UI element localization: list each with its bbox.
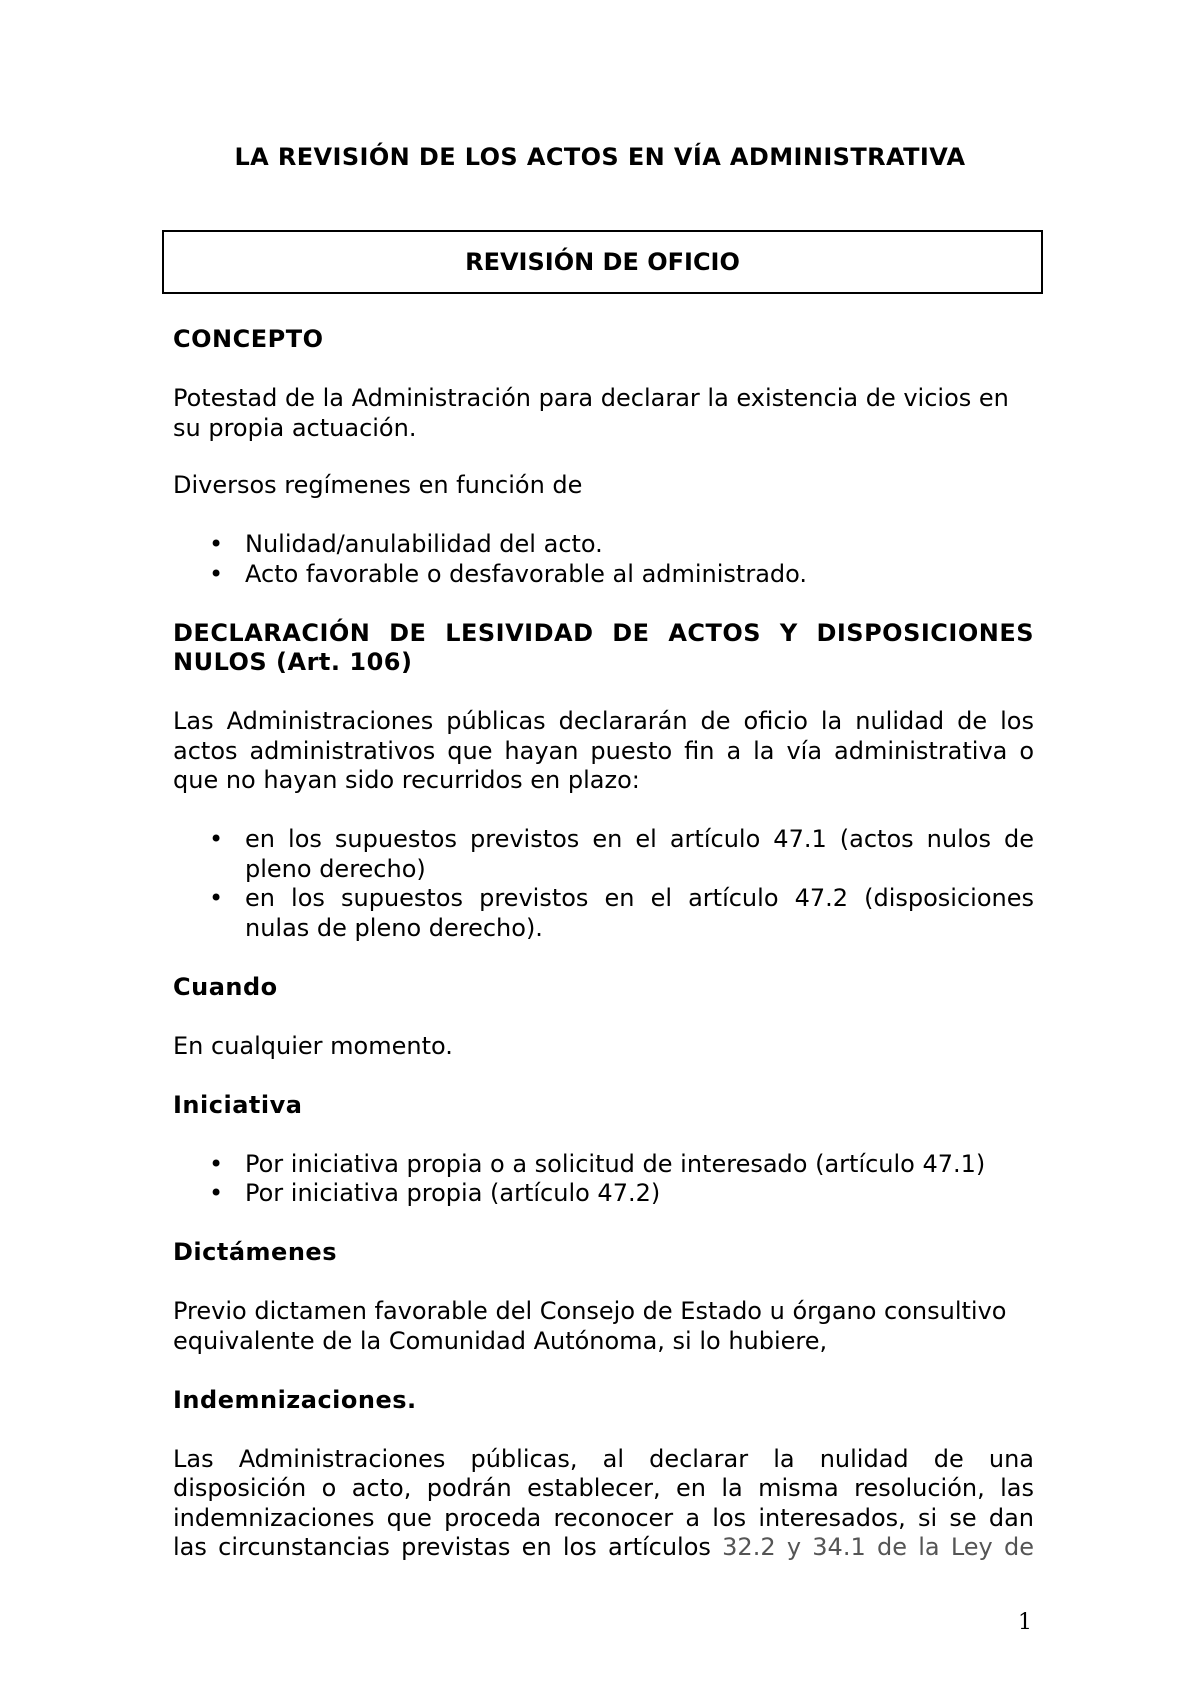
bullet-icon: • — [209, 530, 224, 558]
heading-declaracion: DECLARACIÓN DE LESIVIDAD DE ACTOS Y DISPOSICIONES NULOS (Art. 106) — [173, 618, 1034, 676]
paragraph-cuando: En cualquier momento. — [173, 1031, 453, 1060]
bullet-icon: • — [209, 559, 224, 588]
bullet-icon: • — [209, 825, 224, 853]
paragraph-regimenes: Diversos regímenes en función de — [173, 471, 583, 499]
document-title: LA REVISIÓN DE LOS ACTOS EN VÍA ADMINISTRATIVA — [234, 143, 966, 171]
bullet-icon: • — [209, 1179, 224, 1207]
list-item — [173, 1150, 1034, 1180]
paragraph-declaracion: Las Administraciones públicas declararán de oficio la nulidad de los actos administrativos que hayan puesto fin a la vía administrativa o que no hayan sido recurridos en plazo: — [173, 707, 1034, 794]
bullet-icon: • — [209, 1149, 224, 1178]
list-item-text: en los supuestos previstos en el artículo 47.2 (disposiciones nulas de pleno derecho). — [245, 884, 1034, 942]
paragraph-indemnizaciones — [173, 1445, 1034, 1563]
bullet-icon: • — [209, 884, 224, 912]
list-item-text: Nulidad/anulabilidad del acto. — [245, 530, 603, 558]
heading-iniciativa: Iniciativa — [173, 1090, 303, 1119]
heading-dictamenes: Dictámenes — [173, 1238, 337, 1266]
list-item — [173, 825, 1034, 884]
page-number: 1 — [1018, 1610, 1032, 1635]
paragraph-indemnizaciones-text: Las Administraciones públicas, al declarar la nulidad de una disposición o acto, podrán establecer, en la misma resolución, las indemnizaciones que proceda reconocer a los interesados, si se dan las circunstancias previstas en los artículos — [173, 1444, 1034, 1561]
list-item-text: Por iniciativa propia o a solicitud de interesado (artículo 47.1) — [245, 1149, 986, 1178]
list-item — [173, 560, 1034, 590]
document-body — [173, 325, 1034, 1592]
list-item — [173, 530, 1034, 560]
heading-concepto: CONCEPTO — [173, 325, 324, 353]
list-item-text: en los supuestos previstos en el artículo 47.1 (actos nulos de pleno derecho) — [245, 825, 1034, 883]
section-box — [162, 230, 1043, 294]
list-item — [173, 884, 1034, 943]
list-item-text: Acto favorable o desfavorable al administrado. — [245, 559, 808, 588]
heading-indemnizaciones: Indemnizaciones. — [173, 1385, 417, 1414]
paragraph-concepto: Potestad de la Administración para declarar la existencia de vicios en su propia actuación. — [173, 384, 1009, 442]
law-reference: 32.2 y 34.1 de la Ley de — [722, 1533, 1034, 1561]
list-regimenes — [173, 530, 1034, 589]
heading-cuando: Cuando — [173, 972, 278, 1001]
list-item-text: Por iniciativa propia (artículo 47.2) — [245, 1179, 661, 1207]
list-item — [173, 1179, 1034, 1209]
list-supuestos — [173, 825, 1034, 943]
paragraph-dictamenes: Previo dictamen favorable del Consejo de Estado u órgano consultivo equivalente de la Comunidad Autónoma, si lo hubiere, — [173, 1297, 1007, 1355]
section-box-title: REVISIÓN DE OFICIO — [465, 248, 740, 276]
list-iniciativa — [173, 1150, 1034, 1209]
